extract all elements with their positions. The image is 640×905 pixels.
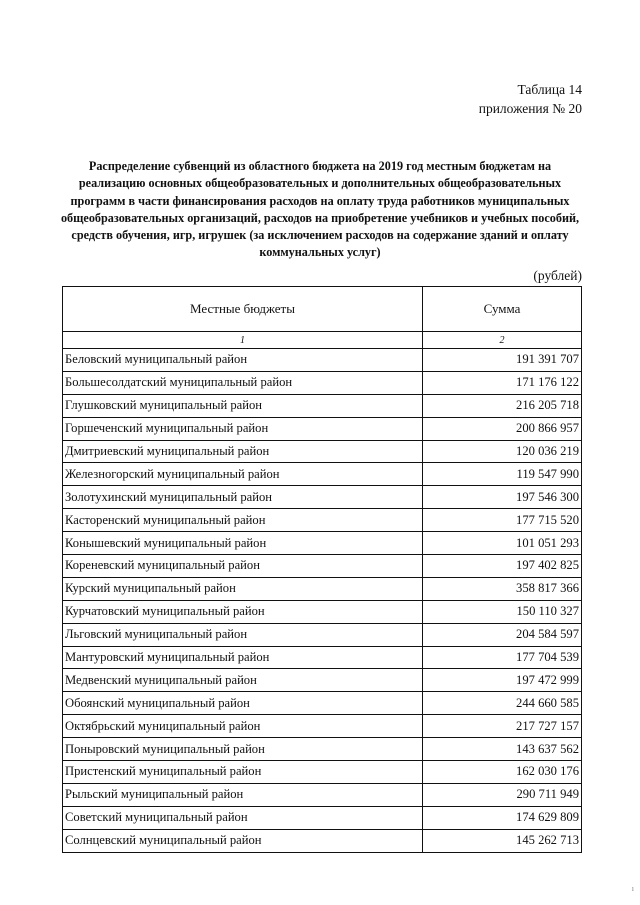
budget-name-cell: Беловский муниципальный район (63, 349, 423, 372)
table-row (63, 371, 582, 394)
document-title: Распределение субвенций из областного бюджета на 2019 год местным бюджетам на реализацию основных общеобразовательных и дополнительных общеобразовательных программ в части финансирования расходов на оплату труда работников муниципальных общеобразовательных организаций, расходов на приобретение учебников и учебных пособий, средств обучения, игр, игрушек (за исключением расходов на содержание зданий и оплату коммунальных услуг) (60, 159, 580, 260)
table-row (63, 806, 582, 829)
table-row (63, 623, 582, 646)
table-row (63, 829, 582, 852)
margin-mark: ı (631, 884, 634, 893)
table-row (63, 783, 582, 806)
appendix-label: приложения № 20 (478, 101, 582, 116)
amount-cell: 101 051 293 (423, 532, 582, 555)
budget-name-cell: Пристенский муниципальный район (63, 761, 423, 784)
table-row (63, 715, 582, 738)
budget-name-cell: Большесолдатский муниципальный район (63, 371, 423, 394)
budget-name-cell: Обоянский муниципальный район (63, 692, 423, 715)
budget-name-cell: Конышевский муниципальный район (63, 532, 423, 555)
amount-cell: 177 715 520 (423, 509, 582, 532)
budget-name-cell: Касторенский муниципальный район (63, 509, 423, 532)
column-header-budgets: Местные бюджеты (63, 287, 423, 332)
table-row (63, 669, 582, 692)
amount-cell: 197 472 999 (423, 669, 582, 692)
table-row (63, 440, 582, 463)
table-row (63, 349, 582, 372)
budget-name-cell: Золотухинский муниципальный район (63, 486, 423, 509)
table-row (63, 600, 582, 623)
amount-cell: 174 629 809 (423, 806, 582, 829)
table-row (63, 463, 582, 486)
column-header-amount: Сумма (423, 287, 582, 332)
table-row (63, 555, 582, 578)
budget-name-cell: Глушковский муниципальный район (63, 394, 423, 417)
budget-name-cell: Курчатовский муниципальный район (63, 600, 423, 623)
table-row (63, 738, 582, 761)
budget-name-cell: Октябрьский муниципальный район (63, 715, 423, 738)
table-header-row (63, 287, 582, 332)
amount-cell: 244 660 585 (423, 692, 582, 715)
amount-cell: 119 547 990 (423, 463, 582, 486)
table-row (63, 532, 582, 555)
amount-cell: 290 711 949 (423, 783, 582, 806)
table-row (63, 692, 582, 715)
amount-cell: 177 704 539 (423, 646, 582, 669)
budget-name-cell: Поныровский муниципальный район (63, 738, 423, 761)
amount-cell: 217 727 157 (423, 715, 582, 738)
budget-name-cell: Рыльский муниципальный район (63, 783, 423, 806)
budget-name-cell: Железногорский муниципальный район (63, 463, 423, 486)
amount-cell: 197 402 825 (423, 555, 582, 578)
amount-cell: 120 036 219 (423, 440, 582, 463)
column-number-2: 2 (423, 332, 582, 349)
budget-name-cell: Мантуровский муниципальный район (63, 646, 423, 669)
amount-cell: 191 391 707 (423, 349, 582, 372)
table-row (63, 577, 582, 600)
amount-cell: 200 866 957 (423, 417, 582, 440)
amount-cell: 143 637 562 (423, 738, 582, 761)
table-row (63, 417, 582, 440)
amount-cell: 204 584 597 (423, 623, 582, 646)
budget-name-cell: Солнцевский муниципальный район (63, 829, 423, 852)
units-label: (рублей) (533, 268, 582, 283)
table-row (63, 486, 582, 509)
budget-name-cell: Курский муниципальный район (63, 577, 423, 600)
table-body (63, 332, 582, 853)
table-row (63, 394, 582, 417)
budget-name-cell: Горшеченский муниципальный район (63, 417, 423, 440)
budget-name-cell: Льговский муниципальный район (63, 623, 423, 646)
column-number-row (63, 332, 582, 349)
budget-name-cell: Советский муниципальный район (63, 806, 423, 829)
table-row (63, 761, 582, 784)
table-row (63, 509, 582, 532)
table-row (63, 646, 582, 669)
amount-cell: 150 110 327 (423, 600, 582, 623)
amount-cell: 216 205 718 (423, 394, 582, 417)
amount-cell: 358 817 366 (423, 577, 582, 600)
amount-cell: 171 176 122 (423, 371, 582, 394)
budget-name-cell: Медвенский муниципальный район (63, 669, 423, 692)
amount-cell: 162 030 176 (423, 761, 582, 784)
budget-table (62, 286, 582, 853)
budget-name-cell: Дмитриевский муниципальный район (63, 440, 423, 463)
column-number-1: 1 (63, 332, 423, 349)
table-number-label: Таблица 14 (517, 82, 582, 97)
amount-cell: 145 262 713 (423, 829, 582, 852)
document-header (479, 80, 582, 118)
amount-cell: 197 546 300 (423, 486, 582, 509)
budget-name-cell: Кореневский муниципальный район (63, 555, 423, 578)
